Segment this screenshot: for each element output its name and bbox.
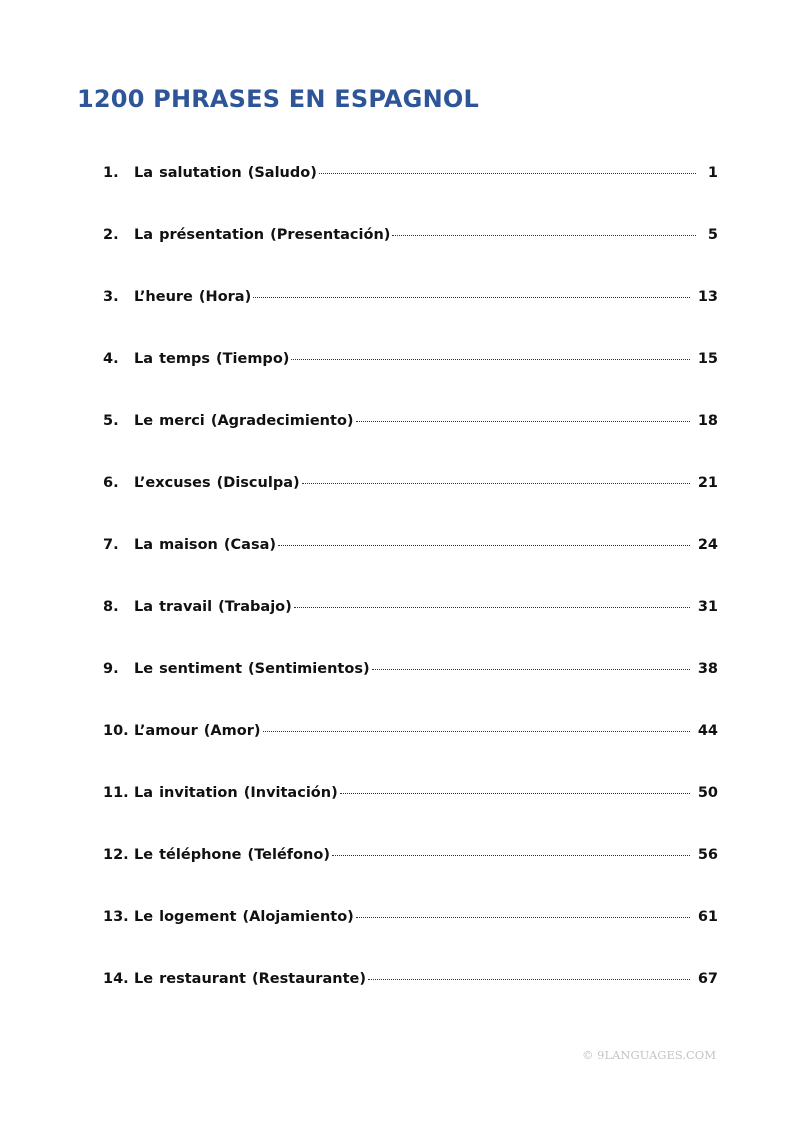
toc-entry-label[interactable]: La temps (Tiempo) [134, 351, 290, 367]
toc-entry-number: 8. [103, 599, 119, 615]
toc-entry-label[interactable]: L’amour (Amor) [134, 723, 261, 739]
toc-dot-leader [372, 668, 690, 670]
toc-entry-number: 13. [103, 909, 129, 925]
toc-dot-leader [302, 482, 690, 484]
toc-dot-leader [319, 172, 696, 174]
toc-entry-page[interactable]: 50 [697, 785, 718, 801]
toc-entry[interactable] [103, 530, 718, 592]
toc-dot-leader [356, 420, 690, 422]
toc-entry[interactable] [103, 902, 718, 964]
toc-entry-label[interactable]: La invitation (Invitación) [134, 785, 338, 801]
toc-dot-leader [332, 854, 690, 856]
toc-entry-label[interactable]: Le sentiment (Sentimientos) [134, 661, 370, 677]
toc-entry-number: 5. [103, 413, 119, 429]
toc-entry-number: 2. [103, 227, 119, 243]
toc-entry-number: 12. [103, 847, 129, 863]
toc-entry-number: 1. [103, 165, 119, 181]
toc-entry-number: 6. [103, 475, 119, 491]
toc-entry-label[interactable]: Le logement (Alojamiento) [134, 909, 354, 925]
toc-entry-label[interactable]: Le restaurant (Restaurante) [134, 971, 366, 987]
toc-dot-leader [340, 792, 690, 794]
toc-entry-number: 10. [103, 723, 129, 739]
toc-dot-leader [294, 606, 690, 608]
document-title: 1200 PHRASES EN ESPAGNOL [77, 85, 479, 113]
toc-entry-label[interactable]: L’excuses (Disculpa) [134, 475, 300, 491]
toc-entry-number: 14. [103, 971, 129, 987]
toc-dot-leader [291, 358, 689, 360]
toc-entry-page[interactable]: 18 [697, 413, 718, 429]
toc-entry-number: 11. [103, 785, 129, 801]
toc-dot-leader [392, 234, 696, 236]
toc-entry[interactable] [103, 778, 718, 840]
toc-dot-leader [263, 730, 690, 732]
toc-entry-page[interactable]: 38 [697, 661, 718, 677]
toc-entry[interactable] [103, 716, 718, 778]
toc-entry-page[interactable]: 15 [697, 351, 718, 367]
toc-entry-page[interactable]: 44 [697, 723, 718, 739]
toc-entry-label[interactable]: La salutation (Saludo) [134, 165, 317, 181]
toc-entry-page[interactable]: 5 [707, 227, 718, 243]
toc-entry[interactable] [103, 158, 718, 220]
toc-entry[interactable] [103, 468, 718, 530]
toc-entry-page[interactable]: 21 [697, 475, 718, 491]
toc-entry[interactable] [103, 840, 718, 902]
table-of-contents [103, 158, 718, 1026]
toc-entry[interactable] [103, 220, 718, 282]
toc-entry-page[interactable]: 56 [697, 847, 718, 863]
toc-dot-leader [368, 978, 690, 980]
toc-entry-number: 4. [103, 351, 119, 367]
toc-entry-number: 9. [103, 661, 119, 677]
toc-entry-page[interactable]: 61 [697, 909, 718, 925]
toc-entry-label[interactable]: La maison (Casa) [134, 537, 276, 553]
toc-dot-leader [253, 296, 690, 298]
toc-entry[interactable] [103, 592, 718, 654]
toc-entry[interactable] [103, 406, 718, 468]
toc-entry-label[interactable]: La travail (Trabajo) [134, 599, 292, 615]
toc-entry-label[interactable]: L’heure (Hora) [134, 289, 252, 305]
toc-entry-number: 3. [103, 289, 119, 305]
toc-entry[interactable] [103, 344, 718, 406]
toc-entry-page[interactable]: 13 [697, 289, 718, 305]
toc-entry-page[interactable]: 24 [697, 537, 718, 553]
toc-entry[interactable] [103, 654, 718, 716]
toc-entry-page[interactable]: 67 [697, 971, 718, 987]
toc-entry-number: 7. [103, 537, 119, 553]
toc-entry-page[interactable]: 31 [697, 599, 718, 615]
watermark: © 9LANGUAGES.COM [581, 1048, 716, 1062]
toc-entry-label[interactable]: Le merci (Agradecimiento) [134, 413, 354, 429]
toc-entry-page[interactable]: 1 [707, 165, 718, 181]
toc-entry-label[interactable]: La présentation (Presentación) [134, 227, 391, 243]
toc-entry[interactable] [103, 964, 718, 1026]
toc-entry[interactable] [103, 282, 718, 344]
toc-entry-label[interactable]: Le téléphone (Teléfono) [134, 847, 330, 863]
toc-dot-leader [356, 916, 690, 918]
toc-dot-leader [278, 544, 690, 546]
